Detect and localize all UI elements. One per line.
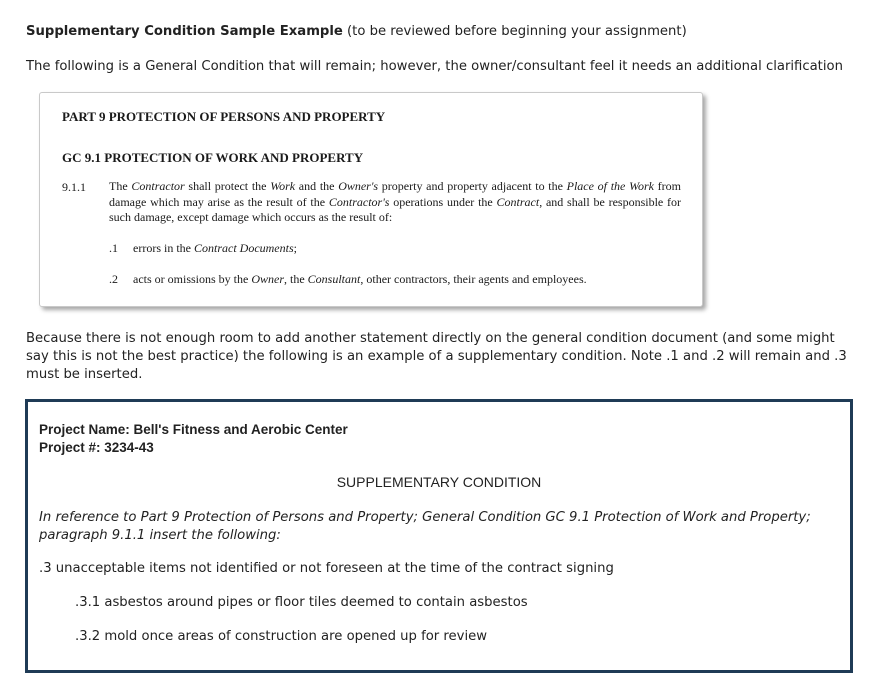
- item-3-2: .3.2 mold once areas of construction are opened up for review: [75, 629, 488, 644]
- supplementary-title: SUPPLEMENTARY CONDITION: [336, 474, 542, 490]
- paragraph-number: 9.1.1: [62, 180, 86, 194]
- gc-item: .2 acts or omissions by the Owner, the Consultant, other contractors, their agents and employees.: [109, 272, 587, 286]
- intro-title: Supplementary Condition Sample Example: [26, 24, 343, 39]
- item-3-1: .3.1 asbestos around pipes or floor tiles deemed to contain asbestos: [75, 595, 528, 610]
- gc-heading: GC 9.1 PROTECTION OF WORK AND PROPERTY: [62, 150, 364, 165]
- lead-text: The following is a General Condition that will remain; however, the owner/consultant feel it needs an additional clarification: [26, 59, 843, 74]
- general-condition-excerpt: [39, 92, 703, 307]
- reference-text: In reference to Part 9 Protection of Persons and Property; General Condition GC 9.1 Protection of Work and Property; paragraph 9.1.1 insert the following:: [39, 510, 811, 543]
- item-3: .3 unacceptable items not identified or not foreseen at the time of the contract signing: [39, 561, 614, 576]
- intro-line: [26, 24, 687, 39]
- intro-note: (to be reviewed before beginning your assignment): [342, 24, 687, 39]
- project-number: Project #: 3234-43: [39, 440, 154, 455]
- supplementary-condition-box: [25, 399, 853, 673]
- gc-item: .1 errors in the Contract Documents;: [109, 241, 297, 255]
- paragraph-text: The Contractor shall protect the Work and the Owner's property and property adjacent to the Place of the Work from damage which may arise as the result of the Contractor's operations under the Contract, and shall be responsible for such damage, except damage which occurs as the result of:: [109, 179, 682, 225]
- part-heading: PART 9 PROTECTION OF PERSONS AND PROPERTY: [62, 109, 386, 124]
- explanation-paragraph: Because there is not enough room to add another statement directly on the general condition document (and some might say this is not the best practice) the following is an example of a supplementary condition. Note .1 and .2 will remain and .3 must be inserted.: [26, 331, 847, 382]
- project-name: Project Name: Bell's Fitness and Aerobic Center: [39, 422, 348, 437]
